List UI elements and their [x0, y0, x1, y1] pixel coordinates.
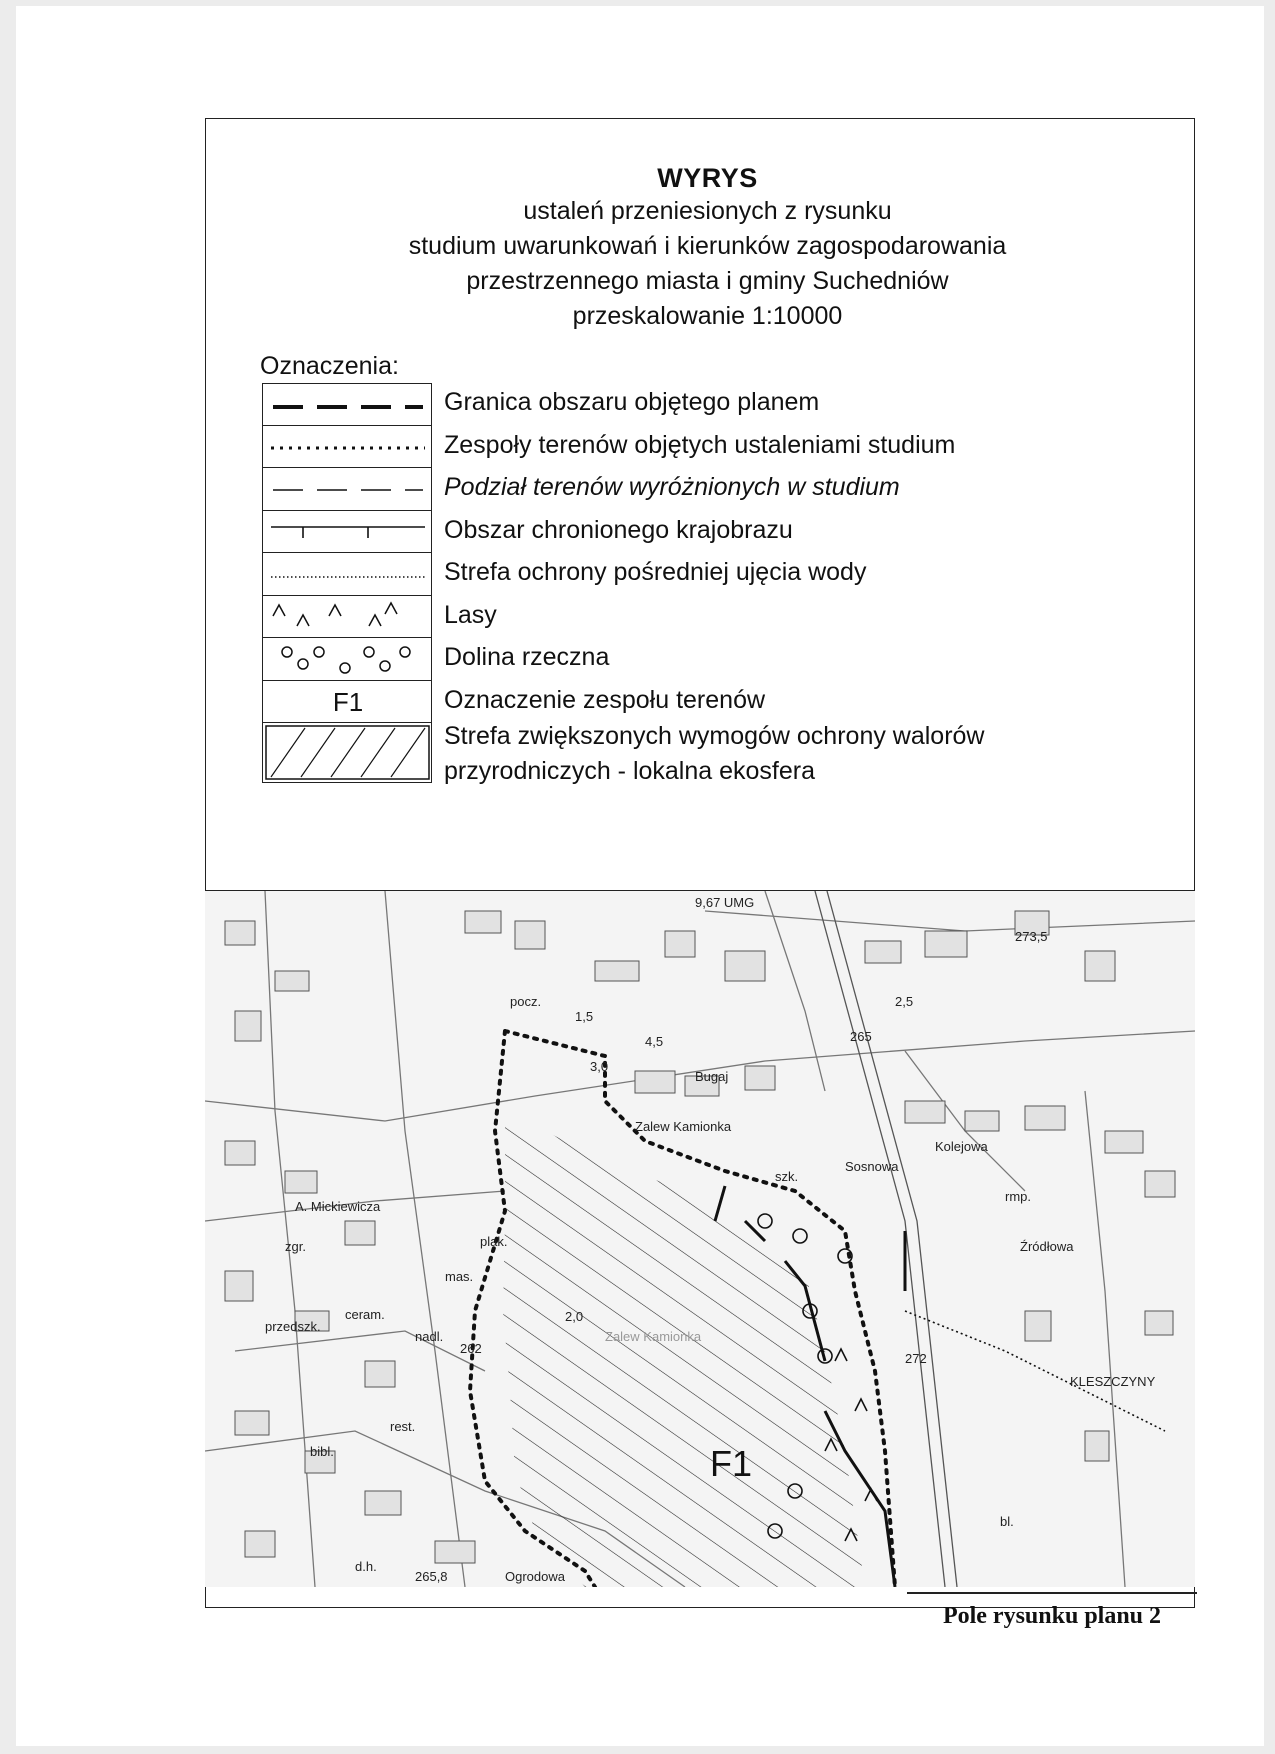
map-label: bl.: [1000, 1514, 1014, 1529]
zone-f1-label: F1: [710, 1443, 753, 1484]
map-label: rest.: [390, 1419, 416, 1434]
map-label: Zalew Kamionka: [605, 1329, 702, 1344]
legend-text: Granica obszaru objętego planem: [444, 388, 820, 416]
map-label: 272: [905, 1351, 927, 1366]
zone-code-box: [262, 681, 432, 724]
legend-text-line-1: Strefa zwiększonych wymogów ochrony walorów: [444, 722, 985, 750]
legend-label: Oznaczenia:: [260, 352, 399, 380]
legend-text: Obszar chronionego krajobrazu: [444, 515, 793, 544]
legend-text: Zespoły terenów objętych ustaleniami studium: [444, 430, 956, 459]
heading-block: [0, 163, 1275, 334]
thin-dashed-line-icon: [262, 468, 432, 511]
subtitle-line-1: ustaleń przeniesionych z rysunku: [523, 197, 892, 225]
map-label: d.h.: [355, 1559, 377, 1574]
legend-text: Strefa ochrony pośredniej ujęcia wody: [444, 558, 867, 586]
zone-code: F1: [332, 686, 364, 717]
bold-dotted-line-icon: [262, 426, 432, 469]
map-label: bibl.: [310, 1444, 334, 1459]
diagonal-hatch-icon: [262, 723, 432, 783]
map-label: 3,0: [590, 1059, 609, 1074]
map-label: 4,5: [645, 1034, 664, 1049]
legend-text: [444, 719, 985, 789]
map-label: Sosnowa: [845, 1159, 899, 1174]
map-label: A. Mickiewicza: [295, 1199, 381, 1214]
thick-dashed-line-icon: [262, 383, 432, 426]
map-label: 265: [850, 1029, 872, 1044]
fine-dotted-line-icon: [262, 553, 432, 596]
map-label: mas.: [445, 1269, 474, 1284]
map-label: 273,5: [1015, 929, 1048, 944]
legend-text: Podział terenów wyróżnionych w studium: [444, 473, 900, 501]
legend-text: Oznaczenie zespołu terenów: [444, 685, 766, 714]
river-valley-icon: [262, 638, 432, 681]
map-label: nadl.: [415, 1329, 444, 1344]
scale-line: przeskalowanie 1:10000: [572, 302, 843, 330]
map-label: rmp.: [1005, 1189, 1031, 1204]
subtitle-line-3: przestrzennego miasta i gminy Suchedniów: [466, 267, 949, 295]
map-label: 265,8: [415, 1569, 448, 1584]
map-label: Ogrodowa: [505, 1569, 565, 1584]
map-label: Bugaj: [695, 1069, 729, 1084]
map-label: KLESZCZYNY: [1070, 1374, 1156, 1389]
map-label: ceram.: [345, 1307, 385, 1322]
subtitle-line-2: studium uwarunkowań i kierunków zagospodarowania: [408, 232, 1007, 260]
map-label: 1,5: [575, 1009, 594, 1024]
map-label: Kolejowa: [935, 1139, 988, 1154]
forest-icon: [262, 596, 432, 639]
map-extract[interactable]: [205, 890, 1195, 1587]
map-label: 9,67 UMG: [695, 895, 755, 910]
map-label: Źródłowa: [1020, 1239, 1074, 1254]
map-label: przedszk.: [265, 1319, 321, 1334]
map-label: Zalew Kamionka: [635, 1119, 732, 1134]
map-label: zgr.: [285, 1239, 306, 1254]
map-canvas: [205, 891, 1195, 1587]
map-label: pocz.: [510, 994, 542, 1009]
map-label: 2,0: [565, 1309, 584, 1324]
map-label: plak.: [480, 1234, 508, 1249]
legend-text: Dolina rzeczna: [444, 643, 610, 671]
sheet-caption: Pole rysunku planu 2: [942, 1603, 1162, 1629]
legend-text-line-2: przyrodniczych - lokalna ekosfera: [444, 757, 815, 785]
tick-line-icon: [262, 511, 432, 554]
page-title: WYRYS: [657, 163, 758, 193]
footer-rule: [907, 1592, 1197, 1594]
legend-text: Lasy: [444, 600, 497, 629]
map-label: 2,5: [895, 994, 914, 1009]
map-label: szk.: [775, 1169, 799, 1184]
map-label: 262: [460, 1341, 482, 1356]
